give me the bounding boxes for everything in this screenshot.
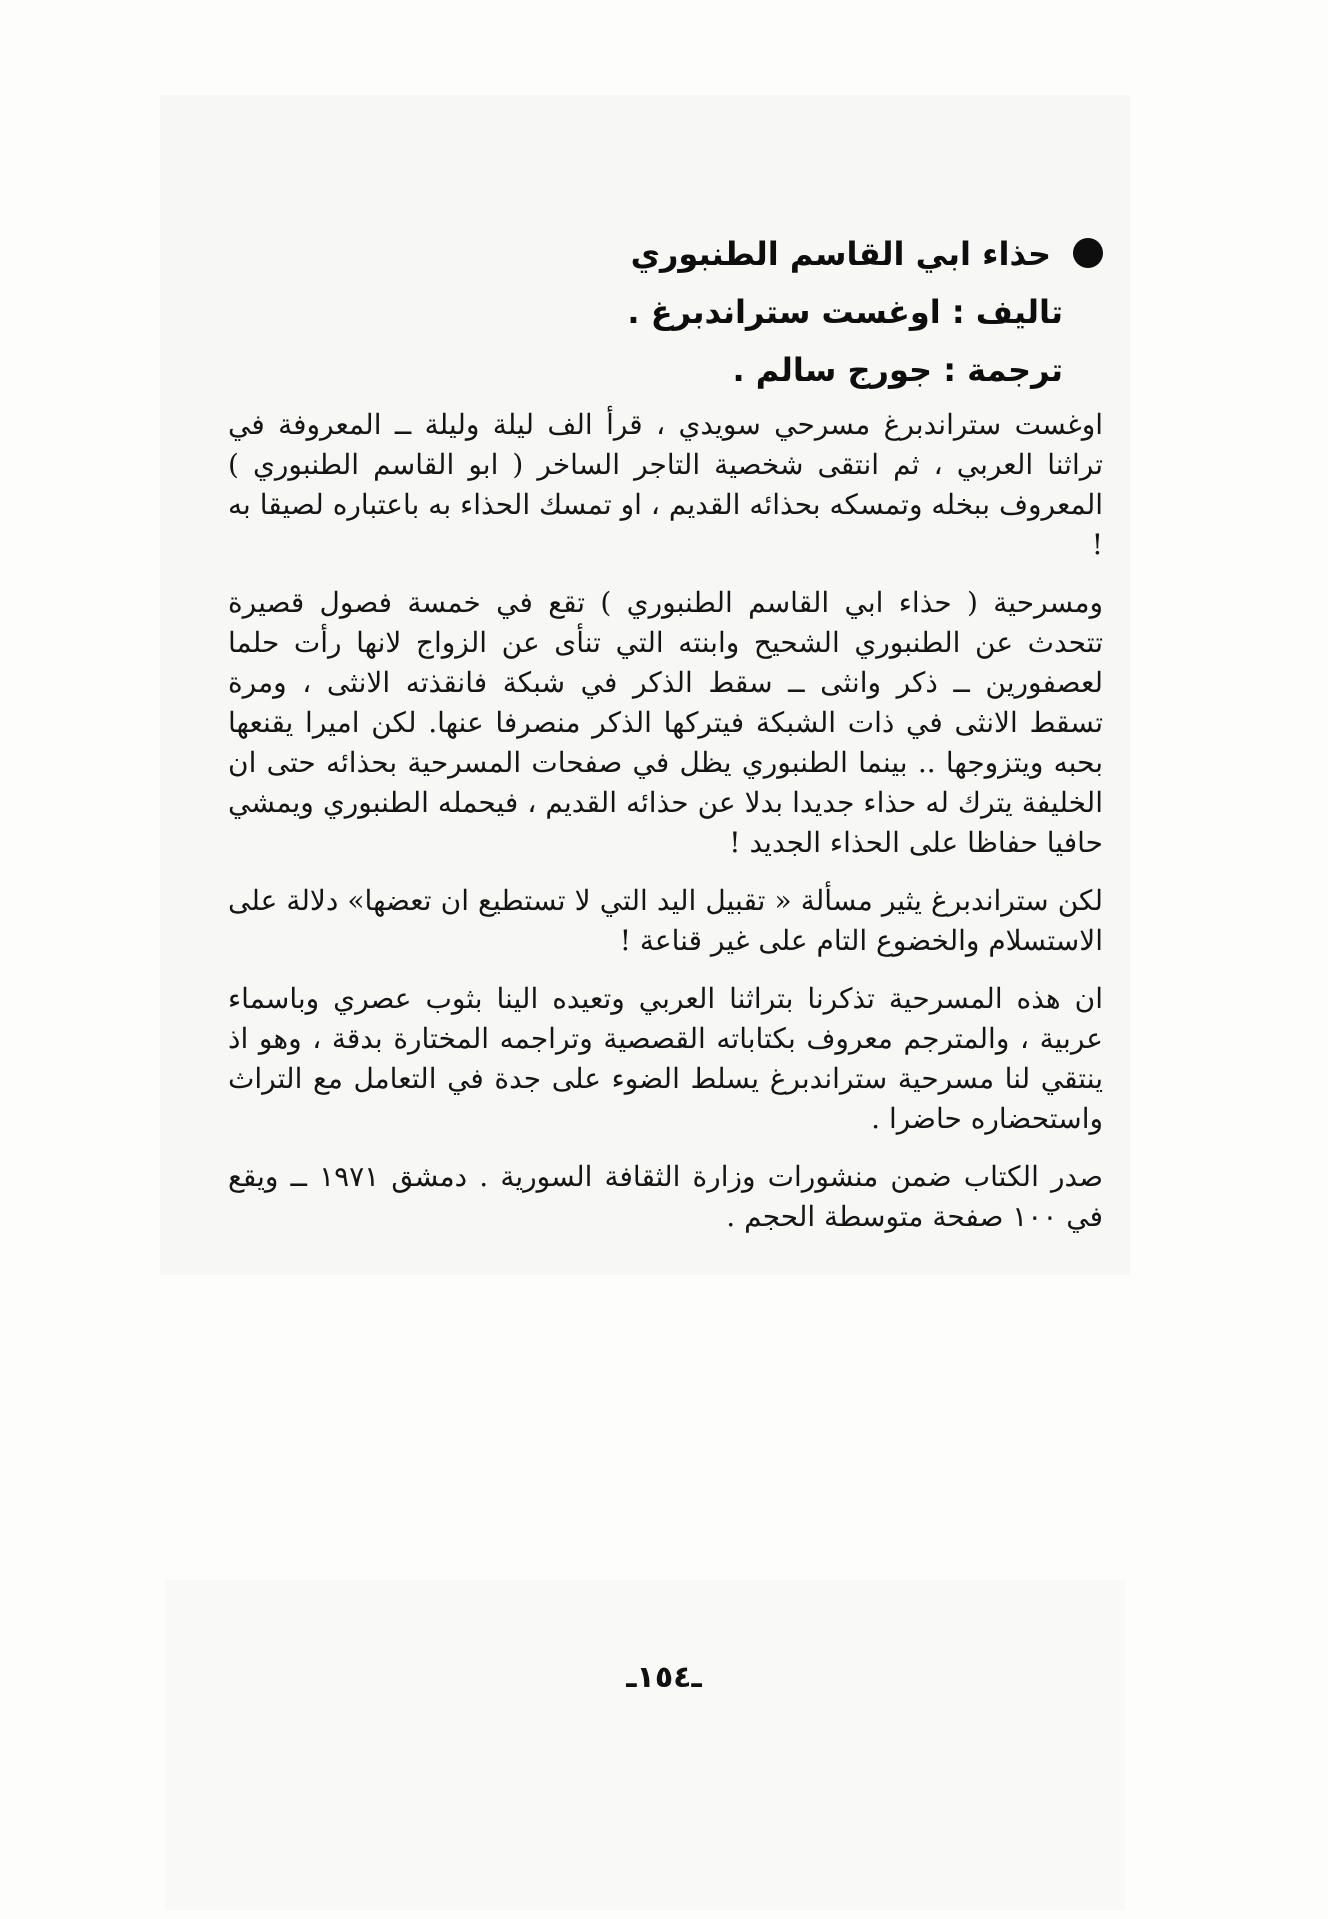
translator-line: ترجمة : جورج سالم . (732, 351, 1063, 389)
paragraph-4: ان هذه المسرحية تذكرنا بتراثنا العربي وتعيده الينا بثوب عصري وباسماء عربية ، والمترجم معروف بكتاباته القصصية وتراجمه المختارة بدقة ، وهو اذ ينتقي لنا مسرحية ستراندبرغ يسلط الضوء على جدة في التعامل مع التراث واستحضاره حاضرا . (228, 982, 1103, 1135)
page-number: ـ١٥٤ـ (626, 1660, 702, 1695)
scan-shade-bottom (165, 1580, 1125, 1910)
bullet-icon (1073, 238, 1103, 268)
paragraph-3: لكن ستراندبرغ يثير مسألة « تقبيل اليد التي لا تستطيع ان تعضها» دلالة على الاستسلام والخضوع التام على غير قناعة ! (228, 884, 1103, 957)
article-body (228, 225, 1103, 1255)
article-title-line (228, 225, 1103, 283)
paragraph-5: صدر الكتاب ضمن منشورات وزارة الثقافة السورية . دمشق ١٩٧١ ــ ويقع في ١٠٠ صفحة متوسطة الحجم . (228, 1160, 1103, 1233)
article-title: حذاء ابي القاسم الطنبوري (630, 235, 1051, 273)
paragraph-1: اوغست ستراندبرغ مسرحي سويدي ، قرأ الف ليلة وليلة ــ المعروفة في تراثنا العربي ، ثم انتقى شخصية التاجر الساخر ( ابو القاسم الطنبوري ) المعروف ببخله وتمسكه بحذائه القديم ، او تمسك الحذاء به باعتباره لصيقا به ! (228, 408, 1103, 561)
author-line: تاليف : اوغست ستراندبرغ . (627, 293, 1063, 331)
paragraph-2: ومسرحية ( حذاء ابي القاسم الطنبوري ) تقع في خمسة فصول قصيرة تتحدث عن الطنبوري الشحيح وابنته التي تنأى عن الزواج لانها رأت حلما لعصفورين ــ ذكر وانثى ــ سقط الذكر في شبكة فانقذته الانثى ، ومرة تسقط الانثى في ذات الشبكة فيتركها الذكر منصرفا عنها. لكن اميرا يقنعها بحبه ويتزوجها .. بينما الطنبوري يظل في صفحات المسرحية بحذائه حتى ان الخليفة يترك له حذاء جديدا بدلا عن حذائه القديم ، فيحمله الطنبوري ويمشي حافيا حفاظا على الحذاء الجديد ! (228, 586, 1103, 859)
